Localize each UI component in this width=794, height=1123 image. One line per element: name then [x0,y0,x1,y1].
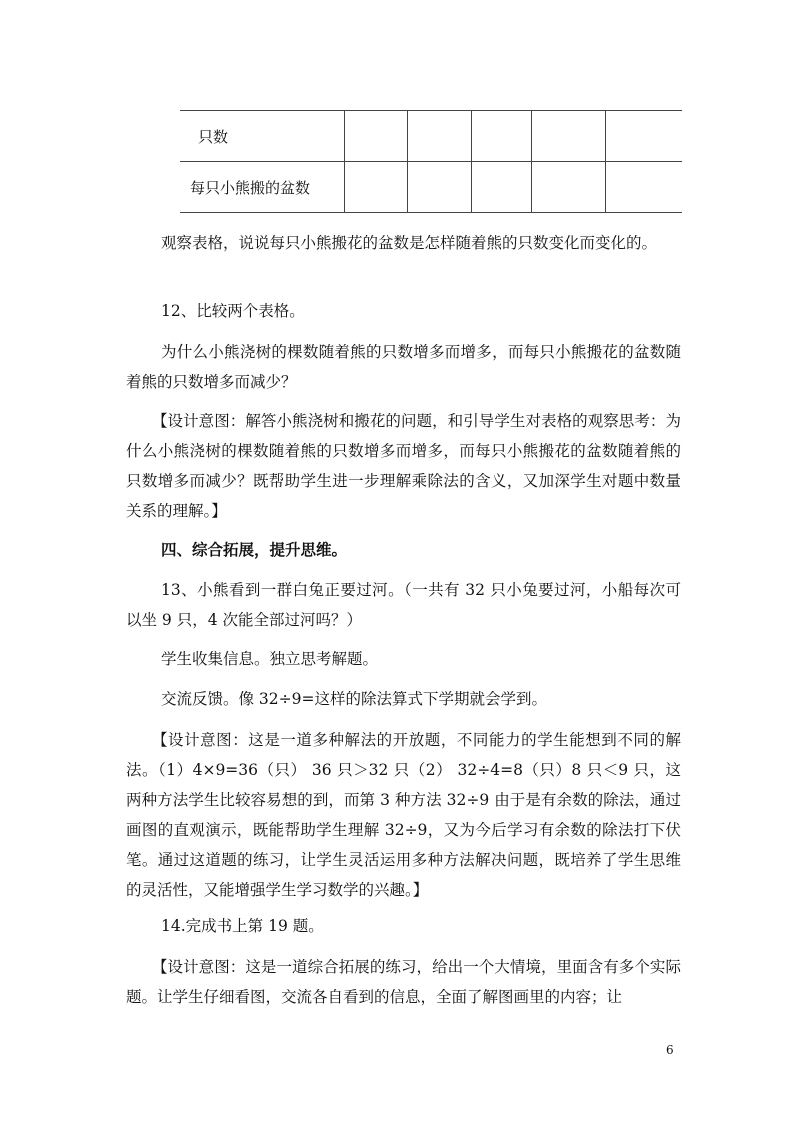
paragraph-observe: 观察表格，说说每只小熊搬花的盆数是怎样随着熊的只数变化而变化的。 [161,234,658,252]
row-label-count: 只数 [180,111,344,162]
table-cell [471,162,531,213]
paragraph-question: 为什么小熊浇树的棵数随着熊的只数增多而增多，而每只小熊搬花的盆数随着熊的只数增多而减少？ [126,343,681,391]
data-table [180,110,682,213]
table-cell [407,162,471,213]
table-row [180,162,682,213]
table-cell [605,111,682,162]
design-intent-2: 【设计意图：这是一道多种解法的开放题，不同能力的学生能想到不同的解法。（1）4×9=36（只） 36 只＞32 只（2） 32÷4=8（只）8 只＜9 只，这两种方法学生比较容易想的到，而第 3 种方法 32÷9 由于是有余数的除法，通过画图的直观演示，既能帮助学生理解 32÷9，又为今后学习有余数的除法打下伏笔。通过这道题的练习，让学生灵活运用多种方法解决问题，既培养了学生思维的灵活性，又能增强学生学习数学的兴趣。】 [126,731,681,899]
design-intent-3: 【设计意图：这是一道综合拓展的练习，给出一个大情境，里面含有多个实际题。让学生仔细看图，交流各自看到的信息，全面了解图画里的内容；让 [126,958,681,1006]
paragraph-feedback: 交流反馈。像 32÷9=这样的除法算式下学期就会学到。 [161,690,547,708]
design-intent-1: 【设计意图：解答小熊浇树和搬花的问题，和引导学生对表格的观察思考：为什么小熊浇树的棵数随着熊的只数增多而增多，而每只小熊搬花的盆数随着熊的只数增多而减少？既帮助学生进一步理解乘除法的含义，又加深学生对题中数量关系的理解。】 [126,412,681,520]
table-cell [344,111,407,162]
section-heading-4: 四、综合拓展，提升思维。 [161,540,348,559]
table-cell [407,111,471,162]
table-cell [531,111,605,162]
table-cell [605,162,682,213]
table-cell [471,111,531,162]
paragraph-13: 13、小熊看到一群白兔正要过河。（一共有 32 只小兔要过河，小船每次可以坐 9 只，4 次能全部过河吗？） [126,581,681,629]
paragraph-14: 14.完成书上第 19 题。 [161,917,324,935]
paragraph-12: 12、比较两个表格。 [161,302,305,320]
paragraph-collect: 学生收集信息。独立思考解题。 [161,650,379,668]
page-number: 6 [666,1043,674,1057]
table-row [180,111,682,162]
table-cell [531,162,605,213]
row-label-pots: 每只小熊搬的盆数 [180,162,344,213]
table-cell [344,162,407,213]
